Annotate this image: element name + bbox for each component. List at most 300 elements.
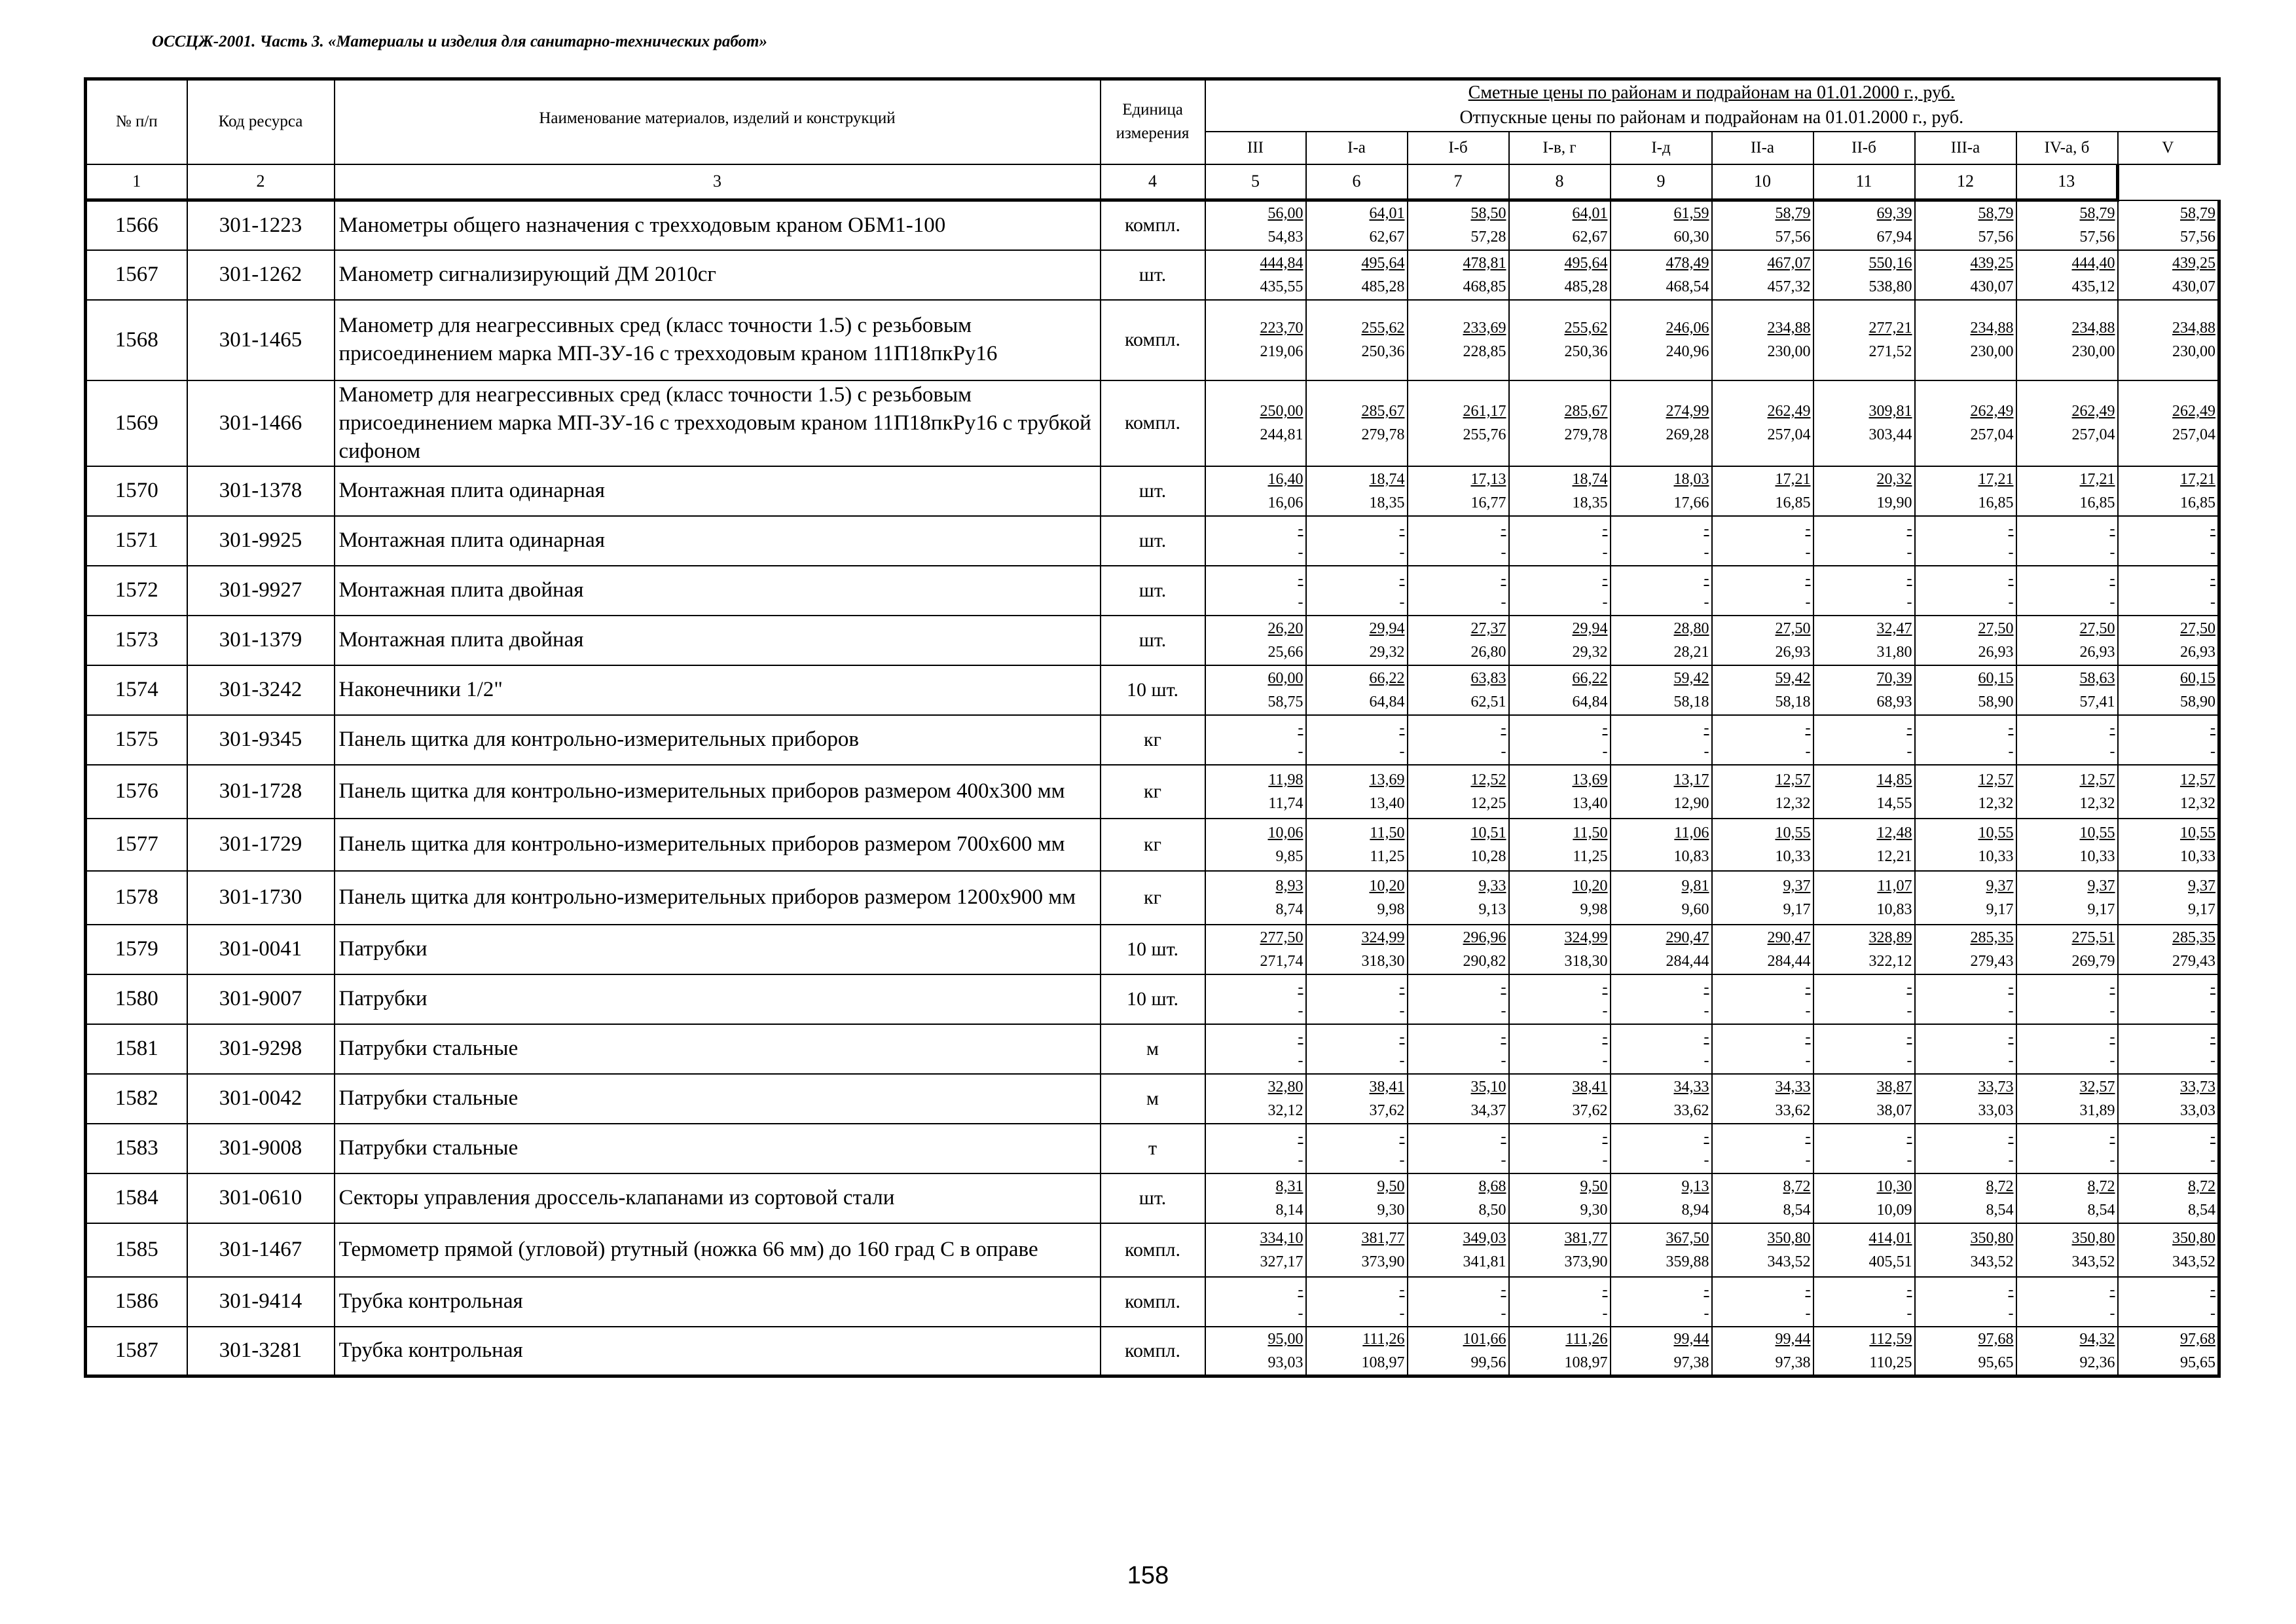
price-cell: [1306, 1277, 1408, 1327]
release-price: -: [1805, 1052, 1811, 1069]
estimate-price: 11,50: [1370, 824, 1405, 841]
price-cell: [1408, 300, 1509, 380]
price-cell: [1205, 765, 1306, 819]
price-cell: [1408, 1074, 1509, 1124]
estimate-price: 334,10: [1260, 1229, 1303, 1247]
resource-code: 301-0610: [187, 1173, 335, 1223]
estimate-price: 10,20: [1572, 877, 1608, 895]
price-table: [84, 77, 2221, 1378]
price-cell: [1611, 1074, 1712, 1124]
estimate-price: -: [1501, 719, 1506, 737]
header-prices: [1205, 79, 2219, 132]
release-price: 318,30: [1564, 952, 1608, 970]
estimate-price: 27,50: [1775, 619, 1811, 637]
estimate-price: -: [2008, 1128, 2014, 1145]
release-price: 58,18: [1673, 693, 1709, 710]
price-cell: [1712, 665, 1813, 715]
table-row: [86, 715, 2219, 765]
estimate-price: 29,94: [1572, 619, 1608, 637]
release-price: 373,90: [1361, 1253, 1405, 1270]
resource-code: 301-1728: [187, 765, 335, 819]
row-number: 1587: [86, 1327, 187, 1376]
release-price: -: [1805, 1304, 1811, 1322]
release-price: -: [1906, 1304, 1912, 1322]
estimate-price: 35,10: [1470, 1078, 1506, 1096]
column-number: 2: [187, 164, 335, 200]
price-cell: [2118, 1024, 2219, 1074]
release-price: -: [2210, 743, 2216, 760]
price-cell: [1813, 819, 1915, 871]
release-price: -: [2008, 544, 2014, 561]
estimate-price: 95,00: [1267, 1330, 1303, 1348]
estimate-price: 10,30: [1876, 1177, 1912, 1195]
release-price: -: [2008, 1052, 2014, 1069]
price-cell: [1408, 1024, 1509, 1074]
estimate-price: 97,68: [2180, 1330, 2216, 1348]
price-cell: [1611, 516, 1712, 566]
material-name: Манометр для неагрессивных сред (класс точности 1.5) с резьбовым присоединением марка МП-3У-16 с трехходовым краном 11П18пкРу16: [335, 300, 1101, 380]
release-price: -: [2109, 593, 2115, 611]
estimate-price: 324,99: [1564, 929, 1608, 946]
release-price: -: [1399, 593, 1405, 611]
price-cell: [1306, 974, 1408, 1024]
release-price: 8,74: [1275, 900, 1303, 918]
estimate-price: 14,85: [1876, 771, 1912, 788]
price-cell: [2118, 380, 2219, 466]
estimate-price: -: [2008, 1028, 2014, 1046]
price-cell: [1712, 1124, 1813, 1173]
page-number: 158: [1127, 1562, 1169, 1589]
release-price: 58,75: [1267, 693, 1303, 710]
price-cell: [1509, 1277, 1611, 1327]
unit: компл.: [1101, 1327, 1205, 1376]
release-price: 240,96: [1666, 343, 1709, 360]
release-price: 10,83: [1673, 847, 1709, 865]
release-price: 430,07: [2172, 278, 2216, 295]
price-cell: [2016, 380, 2118, 466]
price-cell: [1712, 516, 1813, 566]
row-number: 1566: [86, 200, 187, 250]
estimate-price: 58,50: [1470, 205, 1506, 223]
estimate-price: -: [1298, 1028, 1303, 1046]
price-cell: [1712, 250, 1813, 300]
estimate-price: 349,03: [1463, 1229, 1506, 1247]
release-price: 9,85: [1275, 847, 1303, 865]
estimate-price: 99,44: [1673, 1330, 1709, 1348]
release-price: -: [2210, 544, 2216, 561]
estimate-price: 59,42: [1775, 669, 1811, 687]
price-cell: [1408, 616, 1509, 665]
price-cell: [2016, 1074, 2118, 1124]
estimate-price: 381,77: [1361, 1229, 1405, 1247]
price-cell: [1408, 715, 1509, 765]
resource-code: 301-0042: [187, 1074, 335, 1124]
price-cell: [1712, 200, 1813, 250]
release-price: 12,32: [1978, 794, 2014, 812]
release-price: 9,60: [1681, 900, 1709, 918]
estimate-price: 290,47: [1767, 929, 1811, 946]
estimate-price: 277,50: [1260, 929, 1303, 946]
price-cell: [1611, 1223, 1712, 1277]
price-cell: [1509, 1173, 1611, 1223]
price-cell: [1205, 516, 1306, 566]
estimate-price: -: [1298, 978, 1303, 996]
release-price: 9,17: [2188, 900, 2216, 918]
price-cell: [1306, 871, 1408, 925]
release-price: 33,62: [1673, 1101, 1709, 1119]
unit: шт.: [1101, 466, 1205, 516]
material-name: Панель щитка для контрольно-измерительных приборов размером 1200х900 мм: [335, 871, 1101, 925]
price-cell: [2016, 925, 2118, 974]
estimate-price: 38,41: [1369, 1078, 1405, 1096]
price-cell: [1915, 1074, 2016, 1124]
release-price: -: [1501, 1151, 1506, 1169]
estimate-price: -: [1805, 719, 1811, 737]
release-price: -: [1399, 544, 1405, 561]
price-cell: [1306, 925, 1408, 974]
release-price: 33,03: [1978, 1101, 2014, 1119]
unit: 10 шт.: [1101, 974, 1205, 1024]
release-price: -: [2008, 593, 2014, 611]
price-cell: [1408, 1173, 1509, 1223]
release-price: 57,56: [1978, 229, 2014, 246]
price-cell: [1712, 566, 1813, 616]
price-cell: [1813, 1327, 1915, 1376]
estimate-price: 70,39: [1876, 669, 1912, 687]
release-price: 8,50: [1478, 1201, 1506, 1219]
price-cell: [1712, 466, 1813, 516]
price-cell: [1813, 250, 1915, 300]
region-header: I-в, г: [1509, 132, 1611, 164]
price-cell: [1306, 200, 1408, 250]
release-price: -: [1298, 1002, 1303, 1020]
region-header: IV-а, б: [2016, 132, 2118, 164]
region-header: II-б: [1813, 132, 1915, 164]
price-cell: [1813, 616, 1915, 665]
release-price: 25,66: [1267, 643, 1303, 661]
release-price: 34,37: [1470, 1101, 1506, 1119]
release-price: -: [1602, 743, 1608, 760]
row-number: 1574: [86, 665, 187, 715]
release-price: 108,97: [1361, 1354, 1405, 1371]
estimate-price: 12,48: [1876, 824, 1912, 841]
estimate-price: -: [1399, 1028, 1405, 1046]
release-price: 62,67: [1369, 229, 1405, 246]
price-cell: [1408, 380, 1509, 466]
resource-code: 301-1467: [187, 1223, 335, 1277]
release-price: 33,03: [2180, 1101, 2216, 1119]
estimate-price: 478,49: [1666, 254, 1709, 272]
price-cell: [1408, 1223, 1509, 1277]
price-cell: [2118, 200, 2219, 250]
release-price: 10,83: [1876, 900, 1912, 918]
price-cell: [2118, 765, 2219, 819]
price-cell: [1915, 1223, 2016, 1277]
unit: шт.: [1101, 516, 1205, 566]
estimate-price: 17,13: [1470, 470, 1506, 488]
release-price: -: [2109, 1002, 2115, 1020]
column-number: 12: [1915, 164, 2016, 200]
release-price: 343,52: [1767, 1253, 1811, 1270]
column-number: 10: [1712, 164, 1813, 200]
estimate-price: -: [2210, 1028, 2216, 1046]
material-name: Панель щитка для контрольно-измерительных приборов размером 400х300 мм: [335, 765, 1101, 819]
material-name: Манометр сигнализирующий ДМ 2010сг: [335, 250, 1101, 300]
price-cell: [1813, 380, 1915, 466]
estimate-price: 495,64: [1361, 254, 1405, 272]
price-cell: [1509, 665, 1611, 715]
release-price: 343,52: [1970, 1253, 2014, 1270]
estimate-price: -: [2210, 1281, 2216, 1299]
release-price: -: [2210, 1151, 2216, 1169]
estimate-price: -: [1805, 978, 1811, 996]
price-cell: [1915, 665, 2016, 715]
estimate-price: -: [1602, 719, 1608, 737]
release-price: -: [1298, 544, 1303, 561]
price-cell: [1205, 665, 1306, 715]
estimate-price: 261,17: [1463, 403, 1506, 420]
estimate-price: -: [2109, 520, 2115, 538]
release-price: 8,94: [1681, 1201, 1709, 1219]
region-header: III-а: [1915, 132, 2016, 164]
table-row: [86, 819, 2219, 871]
estimate-price: 12,57: [2180, 771, 2216, 788]
price-cell: [1509, 516, 1611, 566]
unit: кг: [1101, 715, 1205, 765]
resource-code: 301-1379: [187, 616, 335, 665]
estimate-price: 58,79: [2079, 205, 2115, 223]
release-price: 16,06: [1267, 494, 1303, 511]
release-price: 37,62: [1572, 1101, 1608, 1119]
estimate-price: -: [1704, 520, 1709, 538]
price-cell: [1712, 925, 1813, 974]
price-cell: [1205, 974, 1306, 1024]
release-price: 9,17: [1783, 900, 1811, 918]
release-price: 257,04: [1970, 426, 2014, 443]
price-cell: [1509, 616, 1611, 665]
price-cell: [1915, 1124, 2016, 1173]
estimate-price: 16,40: [1267, 470, 1303, 488]
estimate-price: 58,79: [1775, 205, 1811, 223]
estimate-price: 112,59: [1869, 1330, 1912, 1348]
release-price: 16,85: [1775, 494, 1811, 511]
price-cell: [2118, 616, 2219, 665]
material-name: Патрубки: [335, 974, 1101, 1024]
price-cell: [1915, 250, 2016, 300]
resource-code: 301-1465: [187, 300, 335, 380]
estimate-price: 324,99: [1361, 929, 1405, 946]
release-price: 9,30: [1580, 1201, 1608, 1219]
release-price: 468,85: [1463, 278, 1506, 295]
release-price: 257,04: [2071, 426, 2115, 443]
price-cell: [1611, 665, 1712, 715]
estimate-price: -: [1399, 719, 1405, 737]
price-cell: [1611, 715, 1712, 765]
table-row: [86, 974, 2219, 1024]
price-cell: [2118, 250, 2219, 300]
table-row: [86, 466, 2219, 516]
release-price: -: [2008, 743, 2014, 760]
estimate-price: -: [1501, 1128, 1506, 1145]
estimate-price: 250,00: [1260, 403, 1303, 420]
price-cell: [1408, 466, 1509, 516]
release-price: -: [1399, 1151, 1405, 1169]
estimate-price: 32,47: [1876, 619, 1912, 637]
price-cell: [1611, 1124, 1712, 1173]
release-price: 9,17: [1986, 900, 2014, 918]
material-name: Панель щитка для контрольно-измерительных приборов: [335, 715, 1101, 765]
price-cell: [1205, 1327, 1306, 1376]
release-price: 26,93: [2079, 643, 2115, 661]
estimate-price: 233,69: [1463, 320, 1506, 337]
estimate-price: -: [2109, 978, 2115, 996]
estimate-price: -: [2109, 1128, 2115, 1145]
price-cell: [1205, 925, 1306, 974]
price-cell: [1915, 715, 2016, 765]
release-price: 430,07: [1970, 278, 2014, 295]
release-price: -: [2210, 1304, 2216, 1322]
price-cell: [1509, 1124, 1611, 1173]
price-cell: [2016, 1024, 2118, 1074]
release-price: 9,13: [1478, 900, 1506, 918]
row-number: 1578: [86, 871, 187, 925]
price-cell: [1712, 974, 1813, 1024]
release-price: 11,25: [1370, 847, 1405, 865]
unit: компл.: [1101, 200, 1205, 250]
estimate-price: -: [1906, 570, 1912, 587]
table-row: [86, 1024, 2219, 1074]
price-cell: [2016, 200, 2118, 250]
price-cell: [1813, 200, 1915, 250]
estimate-price: 467,07: [1767, 254, 1811, 272]
price-cell: [1915, 974, 2016, 1024]
estimate-price: 29,94: [1369, 619, 1405, 637]
price-cell: [2118, 1124, 2219, 1173]
estimate-price: 350,80: [1970, 1229, 2014, 1247]
estimate-price: -: [2109, 570, 2115, 587]
material-name: Наконечники 1/2": [335, 665, 1101, 715]
price-cell: [2016, 250, 2118, 300]
estimate-price: -: [1805, 1281, 1811, 1299]
estimate-price: 8,72: [1986, 1177, 2014, 1195]
price-cell: [1306, 1124, 1408, 1173]
estimate-price: 12,52: [1470, 771, 1506, 788]
release-price: -: [1399, 1002, 1405, 1020]
price-cell: [2118, 715, 2219, 765]
region-header: III: [1205, 132, 1306, 164]
release-price: 257,04: [2172, 426, 2216, 443]
estimate-price: -: [1298, 520, 1303, 538]
row-number: 1581: [86, 1024, 187, 1074]
estimate-price: 274,99: [1666, 403, 1709, 420]
estimate-price: -: [1501, 1028, 1506, 1046]
region-header: I-б: [1408, 132, 1509, 164]
estimate-price: 277,21: [1868, 320, 1912, 337]
price-cell: [1712, 380, 1813, 466]
price-cell: [1306, 1024, 1408, 1074]
estimate-price: 32,80: [1267, 1078, 1303, 1096]
estimate-price: 8,93: [1275, 877, 1303, 895]
column-number: 13: [2016, 164, 2118, 200]
price-cell: [2016, 300, 2118, 380]
estimate-price: 8,72: [1783, 1177, 1811, 1195]
material-name: Патрубки стальные: [335, 1124, 1101, 1173]
release-price: 97,38: [1673, 1354, 1709, 1371]
material-name: Патрубки стальные: [335, 1074, 1101, 1124]
estimate-price: -: [1298, 719, 1303, 737]
price-cell: [1915, 516, 2016, 566]
estimate-price: -: [1704, 719, 1709, 737]
release-price: 435,55: [1260, 278, 1303, 295]
price-cell: [2118, 665, 2219, 715]
price-cell: [1205, 300, 1306, 380]
estimate-price: 262,49: [2071, 403, 2115, 420]
estimate-price: -: [1704, 1128, 1709, 1145]
table-row: [86, 765, 2219, 819]
row-number: 1579: [86, 925, 187, 974]
material-name: Манометры общего назначения с трехходовым краном ОБМ1-100: [335, 200, 1101, 250]
price-cell: [2118, 1327, 2219, 1376]
price-cell: [1611, 925, 1712, 974]
resource-code: 301-9298: [187, 1024, 335, 1074]
estimate-price: 439,25: [2172, 254, 2216, 272]
release-price: 13,40: [1369, 794, 1405, 812]
price-cell: [1509, 200, 1611, 250]
price-cell: [1408, 819, 1509, 871]
release-price: 93,03: [1267, 1354, 1303, 1371]
estimate-price: -: [1399, 520, 1405, 538]
material-name: Монтажная плита двойная: [335, 616, 1101, 665]
release-price: -: [1501, 1304, 1506, 1322]
table-row: [86, 1124, 2219, 1173]
estimate-price: 58,79: [2180, 204, 2216, 222]
release-price: 12,21: [1876, 847, 1912, 865]
release-price: -: [2210, 1052, 2216, 1069]
price-cell: [1306, 715, 1408, 765]
price-cell: [1813, 516, 1915, 566]
release-price: 64,84: [1572, 693, 1608, 710]
price-cell: [1306, 250, 1408, 300]
row-number: 1575: [86, 715, 187, 765]
release-price: -: [1906, 743, 1912, 760]
price-cell: [2118, 1074, 2219, 1124]
estimate-price: 285,67: [1361, 403, 1405, 420]
release-price: 29,32: [1369, 643, 1405, 661]
price-cell: [1408, 566, 1509, 616]
estimate-price: 296,96: [1463, 929, 1506, 946]
estimate-price: -: [2210, 570, 2216, 587]
price-cell: [1813, 1074, 1915, 1124]
price-cell: [1813, 1223, 1915, 1277]
table-row: [86, 1223, 2219, 1277]
estimate-price: -: [1298, 1128, 1303, 1145]
estimate-price: 495,64: [1564, 254, 1608, 272]
price-cell: [1306, 1223, 1408, 1277]
release-price: 57,56: [2180, 228, 2216, 246]
estimate-price: 17,21: [2180, 470, 2216, 488]
estimate-price: 94,32: [2079, 1330, 2115, 1348]
region-header: I-а: [1306, 132, 1408, 164]
price-cell: [2016, 715, 2118, 765]
table-row: [86, 871, 2219, 925]
estimate-price: -: [1501, 1281, 1506, 1299]
row-number: 1576: [86, 765, 187, 819]
release-price: -: [2210, 1002, 2216, 1020]
estimate-price: 12,57: [1978, 771, 2014, 788]
price-cell: [1306, 380, 1408, 466]
estimate-price: -: [1399, 978, 1405, 996]
price-cell: [1408, 765, 1509, 819]
